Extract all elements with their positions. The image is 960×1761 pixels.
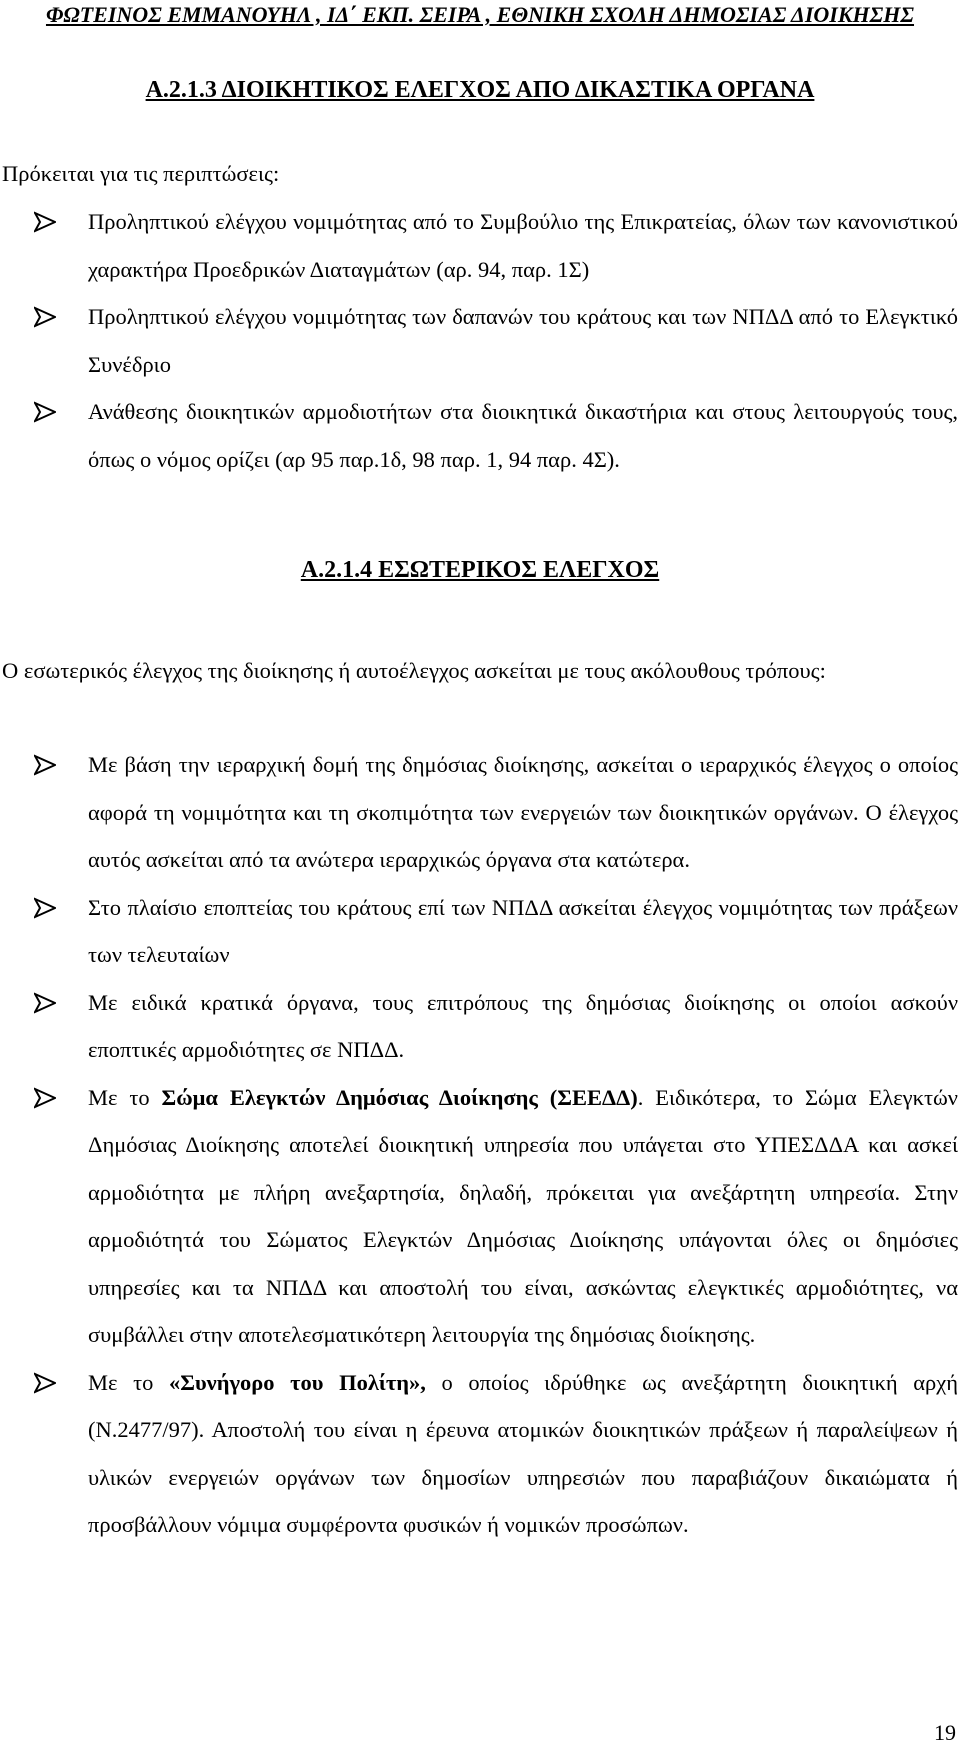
running-header: ΦΩΤΕΙΝΟΣ ΕΜΜΑΝΟΥΗΛ , ΙΔ΄ ΕΚΠ. ΣΕΙΡΑ , ΕΘΝΙΚΗ ΣΧΟΛΗ ΔΗΜΟΣΙΑΣ ΔΙΟΙΚΗΣΗΣ (45, 2, 915, 27)
arrow-bullet-icon (34, 211, 56, 233)
list-item-text: Προληπτικού ελέγχου νομιμότητας από το Συμβούλιο της Επικρατείας, όλων των κανονιστικού χαρακτήρα Προεδρικών Διαταγμάτων (αρ. 94, παρ. 1Σ) (88, 209, 958, 282)
list-item (0, 979, 960, 1074)
intro-paragraph-a213: Πρόκειται για τις περιπτώσεις: (2, 161, 280, 186)
list-item-text-rest: . Ειδικότερα, το Σώμα Ελεγκτών Δημόσιας Διοίκησης αποτελεί διοικητική υπηρεσία που υπάγεται στο ΥΠΕΣΔΔΑ και ασκεί αρμοδιότητα με πλήρη ανεξαρτησία, δηλαδή, πρόκειται για ανεξάρτητη υπηρεσία. Στην αρμοδιότητά του Σώματος Ελεγκτών Δημόσιας Διοίκησης υπάγονται όλες οι δημόσιες υπηρεσίες και τα ΝΠΔΔ και αποστολή του είναι, ασκώντας ελεγκτικές αρμοδιότητες, να συμβάλλει στην αποτελεσματικότερη λειτουργία της δημόσιας διοίκησης. (88, 1084, 958, 1347)
bullet-list-a213 (0, 198, 960, 483)
list-item (0, 884, 960, 979)
list-item-text: Με ειδικά κρατικά όργανα, τους επιτρόπους της δημόσιας διοίκησης οι οποίοι ασκούν εποπτικές αρμοδιότητες σε ΝΠΔΔ. (88, 989, 958, 1062)
list-item (0, 293, 960, 388)
list-item-text: Ανάθεσης διοικητικών αρμοδιοτήτων στα διοικητικά δικαστήρια και στους λειτουργούς τους, όπως ο νόμος ορίζει (αρ 95 παρ.1δ, 98 παρ. 1, 94 παρ. 4Σ). (88, 399, 958, 472)
list-item (0, 1074, 960, 1359)
list-item-text: Προληπτικού ελέγχου νομιμότητας των δαπανών του κράτους και των ΝΠΔΔ από το Ελεγκτικό Συνέδριο (88, 304, 958, 377)
list-item (0, 388, 960, 483)
list-item-text-prefix: Με το (88, 1084, 162, 1110)
list-item (0, 741, 960, 884)
list-item-bold-term: «Συνήγορο του Πολίτη», (169, 1369, 426, 1395)
intro-paragraph-a214: Ο εσωτερικός έλεγχος της διοίκησης ή αυτοέλεγχος ασκείται με τους ακόλουθους τρόπους: (2, 658, 826, 683)
arrow-bullet-icon (34, 992, 56, 1014)
arrow-bullet-icon (34, 897, 56, 919)
arrow-bullet-icon (34, 1372, 56, 1394)
list-item-text: Στο πλαίσιο εποπτείας του κράτους επί των ΝΠΔΔ ασκείται έλεγχος νομιμότητας των πράξεων των τελευταίων (88, 894, 958, 967)
list-item-text-prefix: Με το (88, 1369, 170, 1395)
list-item-text-rest: ο οποίος ιδρύθηκε ως ανεξάρτητη διοικητική αρχή (Ν.2477/97). Αποστολή του είναι η έρευνα ατομικών διοικητικών πράξεων ή παραλείψεων ή υλικών ενεργειών οργάνων των δημοσίων υπηρεσιών που παραβιάζουν δικαιώματα ή προσβάλλουν νόμιμα συμφέροντα φυσικών ή νομικών προσώπων. (88, 1369, 959, 1537)
list-item-text: Με βάση την ιεραρχική δομή της δημόσιας διοίκησης, ασκείται ο ιεραρχικός έλεγχος ο οποίος αφορά τη νομιμότητα και τη σκοπιμότητα των ενεργειών των διοικητικών οργάνων. Ο έλεγχος αυτός ασκείται από τα ανώτερα ιεραρχικώς όργανα στα κατώτερα. (88, 752, 958, 872)
bullet-list-a214 (0, 741, 960, 1549)
section-title-a214: Α.2.1.4 ΕΣΩΤΕΡΙΚΟΣ ΕΛΕΓΧΟΣ (300, 557, 660, 583)
arrow-bullet-icon (34, 1087, 56, 1109)
arrow-bullet-icon (34, 754, 56, 776)
section-title-a213: Α.2.1.3 ΔΙΟΙΚΗΤΙΚΟΣ ΕΛΕΓΧΟΣ ΑΠΟ ΔΙΚΑΣΤΙΚΑ ΟΡΓΑΝΑ (145, 77, 815, 103)
arrow-bullet-icon (34, 306, 56, 328)
page-number: 19 (934, 1720, 956, 1745)
list-item (0, 198, 960, 293)
list-item-bold-term: Σώμα Ελεγκτών Δημόσιας Διοίκησης (ΣΕΕΔΔ) (161, 1084, 638, 1110)
arrow-bullet-icon (34, 401, 56, 423)
list-item (0, 1359, 960, 1549)
